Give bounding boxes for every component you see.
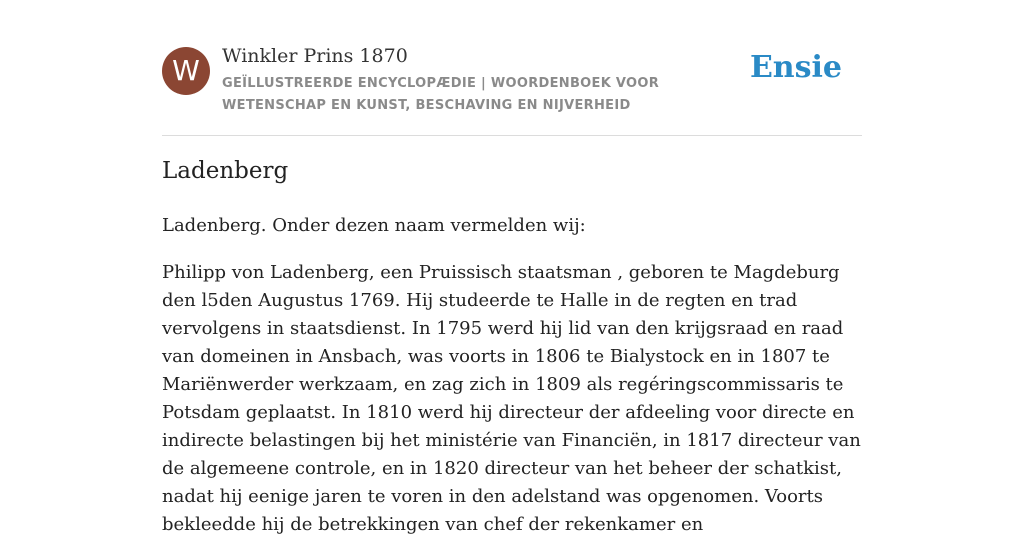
article-paragraph: Ladenberg. Onder dezen naam vermelden wij:: [162, 215, 586, 236]
article-paragraph: Philipp von Ladenberg, een Pruissisch staatsman , geboren te Magdeburg den l5den Augustus 1769. Hij studeerde te Halle in de regten en trad vervolgens in staatsdienst. In 1795 werd hij lid van den krijgsraad en raad van domeinen in Ansbach, was voorts in 1806 te Bialystock en in 1807 te Mariënwerder werkzaam, en zag zich in 1809 als regéringscommissaris te Potsdam geplaatst. In 1810 werd hij directeur der afdeeling voor directe en indirecte belastingen bij het ministérie van Financiën, in 1817 directeur van de algemeene controle, en in 1820 directeur van het beheer der schatkist, nadat hij eenige jaren te voren in den adelstand was opgenomen. Voorts bekleedde hij de betrekkingen van chef der rekenkamer en: [162, 262, 861, 535]
article-title: Ladenberg: [162, 158, 289, 184]
source-avatar[interactable]: W: [162, 47, 210, 95]
ensie-logo-link[interactable]: Ensie: [749, 50, 842, 85]
source-title-link[interactable]: Winkler Prins 1870: [222, 45, 408, 67]
source-header: [162, 0, 862, 136]
source-subtitle: GEÏLLUSTREERDE ENCYCLOPÆDIE | WOORDENBOEK VOOR WETENSCHAP EN KUNST, BESCHAVING EN NIJVERHEID: [222, 76, 660, 113]
page-content: [162, 0, 862, 535]
